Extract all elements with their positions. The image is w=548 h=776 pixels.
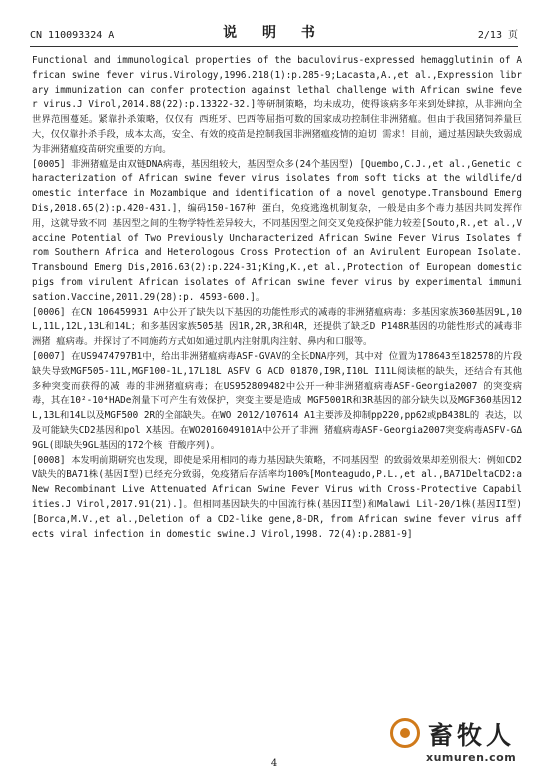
watermark-url: xumuren.com	[426, 751, 517, 764]
paragraph-0007: [0007] 在US9474797B1中，给出非洲猪瘟病毒ASF-GVAV的全长DNA序列，其中对 位置为178643至182578的片段缺失导致MGF505-11L,MGF100-1L,17L18L ASFV G ACD 01870,I9R,I10L I11L阅读框的缺失，还结合有其他多种突变而获得的减 毒的非洲猪瘟病毒；在US952809482中公开一种非洲猪瘟病毒ASF-Georgia2007 的突变病毒，其在10²-10⁴HADe剂量下可产生有效保护，突变主要是造成 MGF5001R和3R基因的部分缺失以及MGF360基因12L,13L和14L以及MGF500 2R的全部缺失。在WO 2012/107614 A1主要涉及抑制pp220,pp62或pB438L的 表达，以及可能缺失CD2基因和pol X基因。在WO2016049101A中公开了非洲 猪瘟病毒ASF-Georgia2007突变病毒ASFV-GΔ9GL(即缺失9GL基因的172个核 苷酸序列)。	[32, 350, 522, 451]
paragraph-0006: [0006] 在CN 106459931 A中公开了缺失以下基因的功能性形式的减毒的非洲猪瘟病毒：多基因家族360基因9L,10L,11L,12L,13L和14L；和多基因家族505基 因1R,2R,3R和4R，还提供了缺乏D P148R基因的功能性形式的减毒非洲猪 瘟病毒。并探讨了不同施药方式如如通过肌内注射肌肉注射、鼻内和口服等。	[32, 306, 522, 348]
page-header	[30, 24, 518, 47]
paragraph-0005: [0005] 非洲猪瘟是由双链DNA病毒，基因组较大，基因型众多(24个基因型) [Quembo,C.J.,et al.,Genetic characterization of African swine fever virus isolates from soft ticks at the wildlife/domestic interface in Mozambique and identification of a novel genotype.Transbound Emerg Dis,2018.65(2):p.420-431.]，编码150-167种 蛋白，免疫逃逸机制复杂，一般是由多个毒力基因共同发挥作用，这就导致不同 基因型之间的生物学特性差异较大，不同基因型之间交叉免疫保护能力较差[Souto,R.,et al.,Vaccine Potential of Two Previously Uncharacterized African Swine Fever Virus Isolates from Southern Africa and Heterologous Cross Protection of an Avirulent European Isolate.Transbound Emerg Dis,2016.63(2):p.224-31;King,K.,et al.,Protection of European domestic pigs from virulent African isolates of African swine fever virus by experimental immunisation.Vaccine,2011.29(28):p. 4593-600.]。	[32, 158, 522, 303]
paragraph-continuation: Functional and immunological properties of the baculovirus-expressed hemagglutinin of African swine fever virus.Virology,1996.218(1):p.285-9;Lacasta,A.,et al.,Expression library immunization can confer protection against lethal challenge with African swine fever virus.J Virol,2014.88(22):p.13322-32.]等研制策略，均未成功，使得该病多年来到处肆掠，从非洲向全世界范围蔓延。紧靠扑杀策略，仅仅有 西班牙、巴西等屈指可数的国家成功控制住非洲猪瘟。但由于我国猪饲养量巨大，仅仅靠扑杀手段，成本太高，安全、有效的疫苗是控制我国非洲猪瘟疫情的迫切 需求！目前，通过基因缺失致弱成为非洲猪瘟疫苗研究重要的方向。	[32, 55, 522, 155]
page-number: 4	[270, 758, 278, 769]
watermark	[390, 716, 530, 772]
document-body	[32, 54, 522, 542]
document-title: 说 明 书	[223, 25, 325, 41]
watermark-title: 畜牧人	[428, 721, 516, 750]
watermark-logo-icon	[390, 718, 420, 748]
page-indicator: 2/13 页	[477, 30, 518, 41]
patent-number: CN 110093324 A	[30, 30, 115, 41]
paragraph-0008: [0008] 本发明前期研究也发现，即使是采用相同的毒力基因缺失策略，不同基因型 的致弱效果却差别很大：例如CD2V缺失的BA71株(基因I型)已经充分致弱，免疫猪后存活率均100%[Monteagudo,P.L.,et al.,BA71DeltaCD2:a New Recombinant Live Attenuated African Swine Fever Virus with Cross-Protective Capabilities.J Virol,2017.91(21).]。但相同基因缺失的中国流行株(基因II型)和Malawi Lil-20/1株(基因II型)[Borca,M.V.,et al.,Deletion of a CD2-like gene,8-DR, from African swine fever virus affects viral infection in domestic swine.J Virol,1998. 72(4):p.2881-9]	[32, 454, 522, 540]
